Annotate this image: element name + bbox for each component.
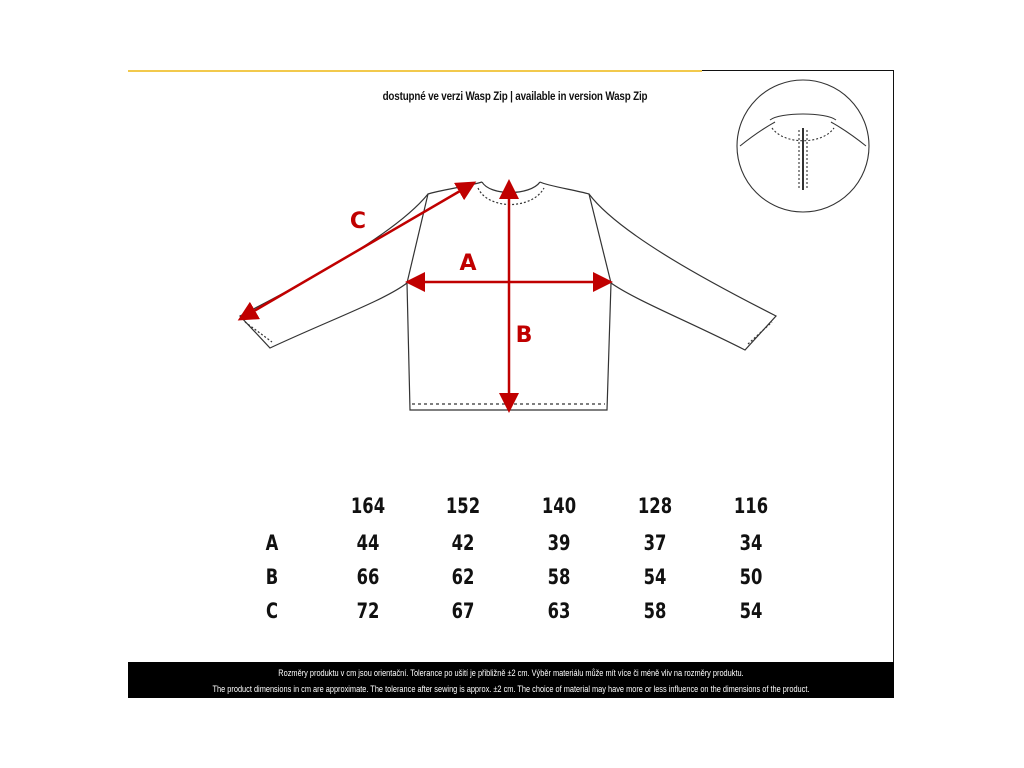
disclaimer-footer [128, 662, 894, 698]
table-cell: 63 [547, 599, 571, 623]
table-cell: 58 [643, 599, 667, 623]
table-cell: 39 [547, 531, 571, 555]
table-cell: 72 [356, 599, 380, 623]
table-cell: 37 [643, 531, 667, 555]
table-cell: 67 [451, 599, 475, 623]
table-cell: 66 [356, 565, 380, 589]
table-cell: 42 [451, 531, 475, 555]
size-header: 152 [445, 494, 481, 518]
version-subtitle: dostupné ve verzi Wasp Zip | available in version Wasp Zip [382, 89, 648, 103]
measure-b-label: B [515, 323, 533, 348]
row-label: A [265, 531, 279, 555]
table-cell: 34 [739, 531, 763, 555]
table-cell: 54 [739, 599, 763, 623]
size-header: 140 [541, 494, 577, 518]
row-label: B [265, 565, 279, 589]
table-cell: 58 [547, 565, 571, 589]
size-header: 116 [733, 494, 769, 518]
table-cell: 62 [451, 565, 475, 589]
measure-a-label: A [459, 251, 477, 276]
measure-c-label: C [349, 209, 367, 234]
table-cell: 44 [356, 531, 380, 555]
disclaimer-en: The product dimensions in cm are approximate. The tolerance after sewing is approx. ±2 cm. The choice of material may have more or less influence on the dimensions of the product. [212, 684, 810, 694]
table-cell: 54 [643, 565, 667, 589]
disclaimer-cz: Rozměry produktu v cm jsou orientační. Tolerance po ušití je přibližně ±2 cm. Výběr materiálu může mít více či méně vliv na rozměry produktu. [278, 668, 744, 678]
table-cell: 50 [739, 565, 763, 589]
size-header: 164 [350, 494, 386, 518]
size-header: 128 [637, 494, 673, 518]
row-label: C [265, 599, 279, 623]
